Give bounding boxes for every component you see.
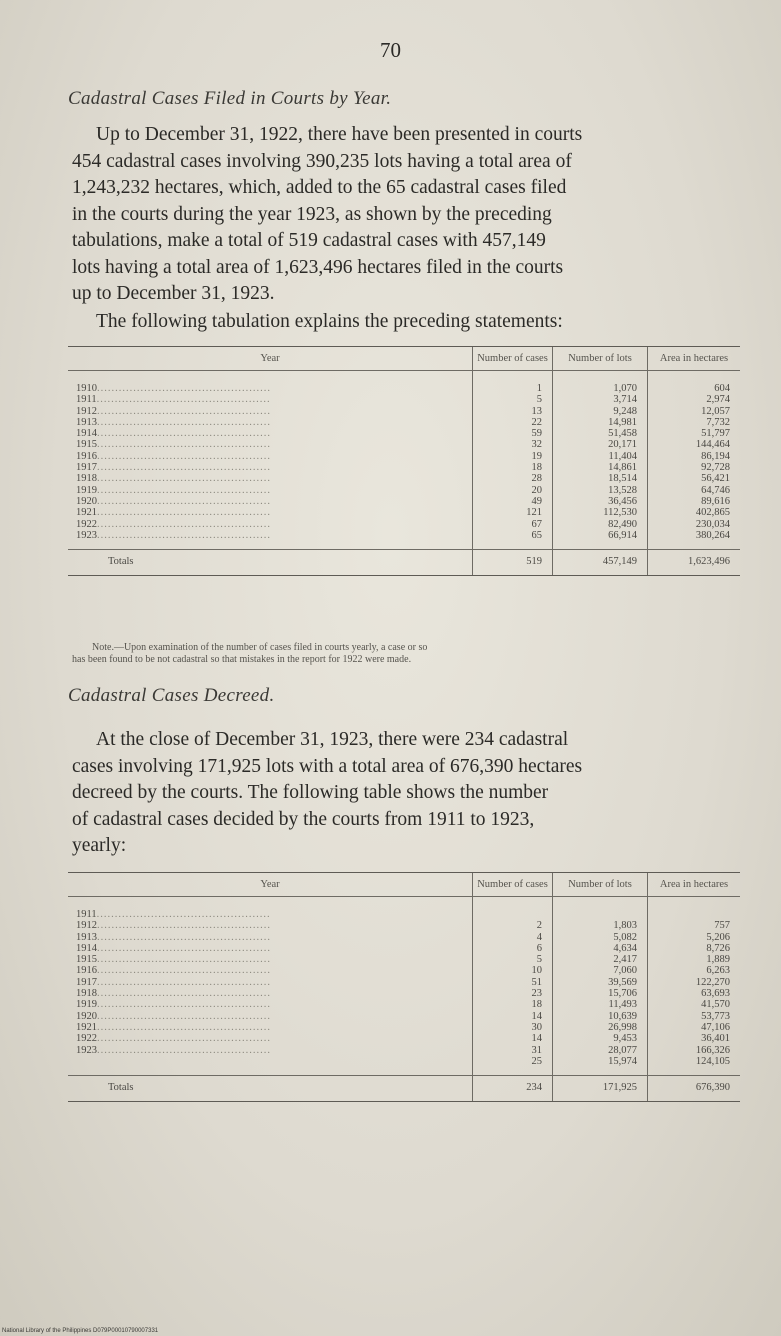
lots-cell: 36,456 [553,496,648,507]
table-row [68,473,740,484]
area-cell: 144,464 [648,439,741,450]
paragraph-line: tabulations, make a total of 519 cadastral cases with 457,149 [72,230,546,251]
area-cell: 47,106 [648,1022,741,1033]
cases-cell: 2 [473,920,553,931]
year-cell [68,1011,473,1022]
year-cell [68,394,473,405]
col-lots: Number of lots [553,873,648,897]
year-label: 1915 [76,439,97,451]
lots-cell: 11,404 [553,451,648,462]
leader-dots: ................................................ [97,383,271,394]
year-label: 1919 [76,999,97,1011]
table-row [68,977,740,988]
paragraph-line: cases involving 171,925 lots with a total area of 676,390 hectares [72,755,583,777]
filed-cases-table [68,346,740,576]
table-row [68,965,740,976]
lots-cell: 1,803 [553,920,648,931]
area-cell: 122,270 [648,977,741,988]
table-row [68,371,740,395]
col-lots: Number of lots [553,347,648,371]
cases-cell: 10 [473,965,553,976]
area-cell: 380,264 [648,530,741,550]
leader-dots: ................................................ [97,920,271,932]
area-cell: 8,726 [648,943,741,954]
leader-dots: ................................................ [97,495,271,507]
area-cell: 7,732 [648,417,741,428]
year-label: 1921 [76,507,97,519]
year-cell [68,371,473,395]
leader-dots: ................................................ [97,965,271,977]
table-row [68,507,740,518]
area-cell: 5,206 [648,932,741,943]
area-cell: 402,865 [648,507,741,518]
totals-label: Totals [68,550,473,576]
lots-cell: 112,530 [553,507,648,518]
lots-cell: 15,706 [553,988,648,999]
leader-dots: ................................................ [97,439,271,451]
table-row [68,943,740,954]
year-label: 1914 [76,428,97,440]
col-cases: Number of cases [473,873,553,897]
table-row [68,932,740,943]
table-row [68,439,740,450]
lots-cell: 14,861 [553,462,648,473]
table-row [68,406,740,417]
cases-cell: 30 [473,1022,553,1033]
year-label: 1918 [76,473,97,485]
lots-cell: 28,077 [553,1045,648,1056]
total-lots: 457,149 [553,550,648,576]
cases-cell: 65 [473,530,553,550]
total-area: 676,390 [648,1076,741,1102]
leader-dots: ................................................ [97,416,271,428]
cases-cell: 14 [473,1033,553,1044]
leader-dots: ................................................ [97,529,271,541]
year-cell [68,530,473,550]
area-cell: 757 [648,920,741,931]
table-note [72,642,732,666]
lots-cell: 4,634 [553,943,648,954]
year-cell [68,977,473,988]
table-row [68,462,740,473]
total-lots: 171,925 [553,1076,648,1102]
leader-dots: ................................................ [97,1033,271,1045]
year-cell [68,439,473,450]
lots-cell: 14,981 [553,417,648,428]
totals-label: Totals [68,1076,473,1102]
area-cell: 230,034 [648,519,741,530]
lots-cell: 39,569 [553,977,648,988]
table-row [68,485,740,496]
year-cell [68,932,473,943]
lots-cell: 26,998 [553,1022,648,1033]
cases-cell: 25 [473,1056,553,1076]
lots-cell: 13,528 [553,485,648,496]
year-cell [68,1045,473,1056]
cases-cell: 14 [473,1011,553,1022]
year-label: 1916 [76,450,97,462]
area-cell: 124,105 [648,1056,741,1076]
year-label: 1918 [76,988,97,1000]
paragraph-line: decreed by the courts. The following table shows the number [72,782,549,803]
library-footer: National Library of the Philippines D079P00010790007331 [2,1328,159,1334]
lots-cell: 15,974 [553,1056,648,1076]
col-area: Area in hectares [648,873,741,897]
year-label: 1910 [76,383,97,394]
cases-cell: 121 [473,507,553,518]
paragraph-line: of cadastral cases decided by the courts from 1911 to 1923, [72,808,535,830]
area-cell: 2,974 [648,394,741,405]
leader-dots: ................................................ [97,954,271,966]
area-cell: 6,263 [648,965,741,976]
cases-cell: 13 [473,406,553,417]
year-cell [68,999,473,1010]
area-cell: 56,421 [648,473,741,484]
year-cell [68,428,473,439]
year-label: 1912 [76,920,97,932]
year-label: 1923 [76,529,97,541]
lots-cell: 11,493 [553,999,648,1010]
area-cell: 64,746 [648,485,741,496]
year-cell [68,988,473,999]
area-cell: 36,401 [648,1033,741,1044]
leader-dots: ................................................ [97,999,271,1011]
lots-cell: 20,171 [553,439,648,450]
leader-dots: ................................................ [97,942,271,954]
page-number: 70 [380,38,401,62]
col-area: Area in hectares [648,347,741,371]
cases-cell: 20 [473,485,553,496]
leader-dots: ................................................ [97,1044,271,1056]
cases-cell: 22 [473,417,553,428]
cases-cell: 23 [473,988,553,999]
year-cell [68,920,473,931]
col-cases: Number of cases [473,347,553,371]
paragraph-decreed [72,727,742,860]
table-row [68,1056,740,1076]
table-row [68,1011,740,1022]
paragraph-line: 454 cadastral cases involving 390,235 lots having a total area of [72,150,572,172]
leader-dots: ................................................ [97,484,271,496]
tabulation-lead: The following tabulation explains the preceding statements: [96,311,563,332]
leader-dots: ................................................ [97,976,271,988]
paragraph-line: At the close of December 31, 1923, there were 234 cadastral [96,729,569,750]
cases-cell: 1 [473,371,553,395]
year-label: 1923 [76,1044,97,1056]
year-label: 1917 [76,462,97,474]
leader-dots: ................................................ [97,473,271,485]
leader-dots: ................................................ [97,1021,271,1033]
lots-cell: 5,082 [553,932,648,943]
leader-dots: ................................................ [97,988,271,1000]
total-cases: 519 [473,550,553,576]
table-row [68,1022,740,1033]
area-cell: 53,773 [648,1011,741,1022]
table-row [68,954,740,965]
paragraph-line: 1,243,232 hectares, which, added to the 65 cadastral cases filed [72,177,567,198]
totals-row [68,550,740,576]
cases-cell: 31 [473,1045,553,1056]
year-label: 1913 [76,416,97,428]
note-line: Note.—Upon examination of the number of cases filed in courts yearly, a case or so [92,642,428,653]
cases-cell: 19 [473,451,553,462]
paragraph-line: Up to December 31, 1922, there have been presented in courts [96,124,583,145]
leader-dots: ................................................ [97,405,271,417]
cases-cell: 67 [473,519,553,530]
year-label: 1911 [76,909,97,920]
lots-cell: 51,458 [553,428,648,439]
cases-cell: 18 [473,462,553,473]
section-heading-filed: Cadastral Cases Filed in Courts by Year. [68,88,392,109]
table-row [68,530,740,550]
col-year: Year [68,873,473,897]
table-row [68,988,740,999]
area-cell: 1,889 [648,954,741,965]
year-cell [68,485,473,496]
table-row [68,451,740,462]
table-row [68,920,740,931]
area-cell: 41,570 [648,999,741,1010]
cases-cell: 28 [473,473,553,484]
leader-dots: ................................................ [97,1010,271,1022]
year-cell [68,519,473,530]
lots-cell: 18,514 [553,473,648,484]
year-label: 1919 [76,484,97,496]
leader-dots: ................................................ [97,450,271,462]
year-label: 1921 [76,1021,97,1033]
year-cell [68,965,473,976]
lots-cell: 3,714 [553,394,648,405]
year-cell [68,1022,473,1033]
table-row [68,999,740,1010]
year-cell [68,417,473,428]
paragraph-line: in the courts during the year 1923, as shown by the preceding [72,203,552,225]
note-line: has been found to be not cadastral so that mistakes in the report for 1922 were made. [72,654,412,665]
leader-dots: ................................................ [96,909,271,920]
lots-cell: 66,914 [553,530,648,550]
paragraph-line: lots having a total area of 1,623,496 hectares filed in the courts [72,256,564,278]
lots-cell: 82,490 [553,519,648,530]
total-area: 1,623,496 [648,550,741,576]
year-cell [68,1056,473,1076]
total-cases: 234 [473,1076,553,1102]
leader-dots: ................................................ [97,428,271,440]
area-cell: 92,728 [648,462,741,473]
paragraph-filed [72,122,742,308]
decreed-cases-table [68,872,740,1102]
cases-cell: 59 [473,428,553,439]
year-label: 1920 [76,1010,97,1022]
table-row [68,1033,740,1044]
lots-cell [553,897,648,921]
leader-dots: ................................................ [97,518,271,530]
year-cell [68,954,473,965]
leader-dots: ................................................ [97,507,271,519]
year-label: 1915 [76,954,97,966]
area-cell: 604 [648,371,741,395]
col-year: Year [68,347,473,371]
lots-cell: 7,060 [553,965,648,976]
year-label: 1914 [76,942,97,954]
year-label: 1912 [76,405,97,417]
year-cell [68,462,473,473]
year-cell [68,496,473,507]
cases-cell: 18 [473,999,553,1010]
area-cell: 63,693 [648,988,741,999]
table-row [68,417,740,428]
cases-cell: 49 [473,496,553,507]
area-cell: 89,616 [648,496,741,507]
year-label: 1920 [76,495,97,507]
year-cell [68,507,473,518]
year-label: 1917 [76,976,97,988]
cases-cell [473,897,553,921]
year-cell [68,943,473,954]
area-cell: 51,797 [648,428,741,439]
paragraph-line: up to December 31, 1923. [72,283,275,304]
table-row [68,496,740,507]
table-row [68,519,740,530]
table-row [68,394,740,405]
cases-cell: 6 [473,943,553,954]
area-cell [648,897,741,921]
lots-cell: 1,070 [553,371,648,395]
year-label: 1922 [76,518,97,530]
year-label: 1916 [76,965,97,977]
lots-cell: 9,453 [553,1033,648,1044]
cases-cell: 5 [473,954,553,965]
year-cell [68,473,473,484]
area-cell: 86,194 [648,451,741,462]
leader-dots: ................................................ [97,462,271,474]
table-row [68,1045,740,1056]
leader-dots: ................................................ [96,394,271,406]
lots-cell: 2,417 [553,954,648,965]
area-cell: 166,326 [648,1045,741,1056]
cases-cell: 4 [473,932,553,943]
cases-cell: 5 [473,394,553,405]
section-heading-decreed: Cadastral Cases Decreed. [68,685,275,706]
cases-cell: 51 [473,977,553,988]
lots-cell: 10,639 [553,1011,648,1022]
year-cell [68,451,473,462]
table-row [68,897,740,921]
year-label: 1913 [76,931,97,943]
year-label: 1911 [76,394,97,406]
table-row [68,428,740,439]
totals-row [68,1076,740,1102]
leader-dots: ................................................ [97,931,271,943]
year-cell [68,406,473,417]
year-label: 1922 [76,1033,97,1045]
area-cell: 12,057 [648,406,741,417]
paragraph-line: yearly: [72,835,127,856]
year-cell [68,1033,473,1044]
lots-cell: 9,248 [553,406,648,417]
cases-cell: 32 [473,439,553,450]
year-cell [68,897,473,921]
